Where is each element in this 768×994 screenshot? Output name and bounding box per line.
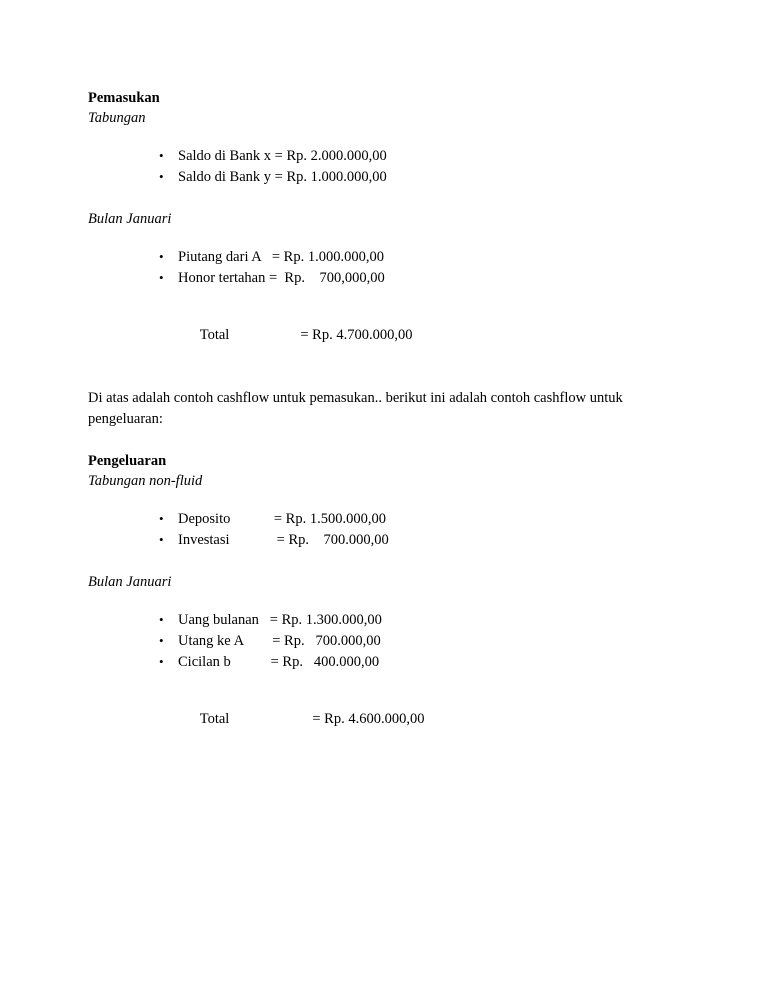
list-item: • Cicilan b = Rp. 400.000,00 (88, 652, 676, 673)
pengeluaran-januari-list (88, 610, 676, 672)
list-item: • Deposito = Rp. 1.500.000,00 (88, 509, 676, 530)
spacer (88, 366, 676, 388)
pengeluaran-total-row (88, 688, 676, 750)
pemasukan-month-label: Bulan Januari (88, 211, 172, 228)
pengeluaran-tabungan-list (88, 509, 676, 550)
pengeluaran-month-label: Bulan Januari (88, 574, 172, 591)
spacer (88, 231, 676, 247)
spacer (88, 594, 676, 610)
list-item: • Piutang dari A = Rp. 1.000.000,00 (88, 247, 676, 268)
list-item: • Utang ke A = Rp. 700.000,00 (88, 631, 676, 652)
pemasukan-total-row (88, 304, 676, 366)
total-value: = Rp. 4.600.000,00 (312, 710, 425, 727)
spacer (88, 672, 676, 688)
document-body (88, 88, 676, 750)
list-item: • Honor tertahan = Rp. 700,000,00 (88, 268, 676, 289)
pemasukan-tabungan-list (88, 146, 676, 187)
section-title-pemasukan: Pemasukan (88, 90, 160, 106)
spacer (88, 493, 676, 509)
spacer (88, 187, 676, 209)
pemasukan-januari-list (88, 247, 676, 288)
spacer (88, 429, 676, 451)
total-value: = Rp. 4.700.000,00 (300, 326, 413, 343)
list-item: • Saldo di Bank y = Rp. 1.000.000,00 (88, 167, 676, 188)
section-title-pengeluaran: Pengeluaran (88, 453, 167, 470)
spacer (88, 288, 676, 304)
spacer (88, 130, 676, 146)
section-subtitle-tabungan-non-fluid: Tabungan non-fluid (88, 473, 203, 490)
total-label: Total (199, 326, 230, 343)
list-item: • Investasi = Rp. 700.000,00 (88, 530, 676, 551)
total-label: Total (199, 710, 230, 727)
middle-paragraph: Di atas adalah contoh cashflow untuk pemasukan.. berikut ini adalah contoh cashflow untuk pengeluaran: (88, 390, 623, 427)
spacer (88, 550, 676, 572)
list-item: • Uang bulanan = Rp. 1.300.000,00 (88, 610, 676, 631)
list-item: • Saldo di Bank x = Rp. 2.000.000,00 (88, 146, 676, 167)
section-subtitle-tabungan: Tabungan (88, 110, 146, 126)
